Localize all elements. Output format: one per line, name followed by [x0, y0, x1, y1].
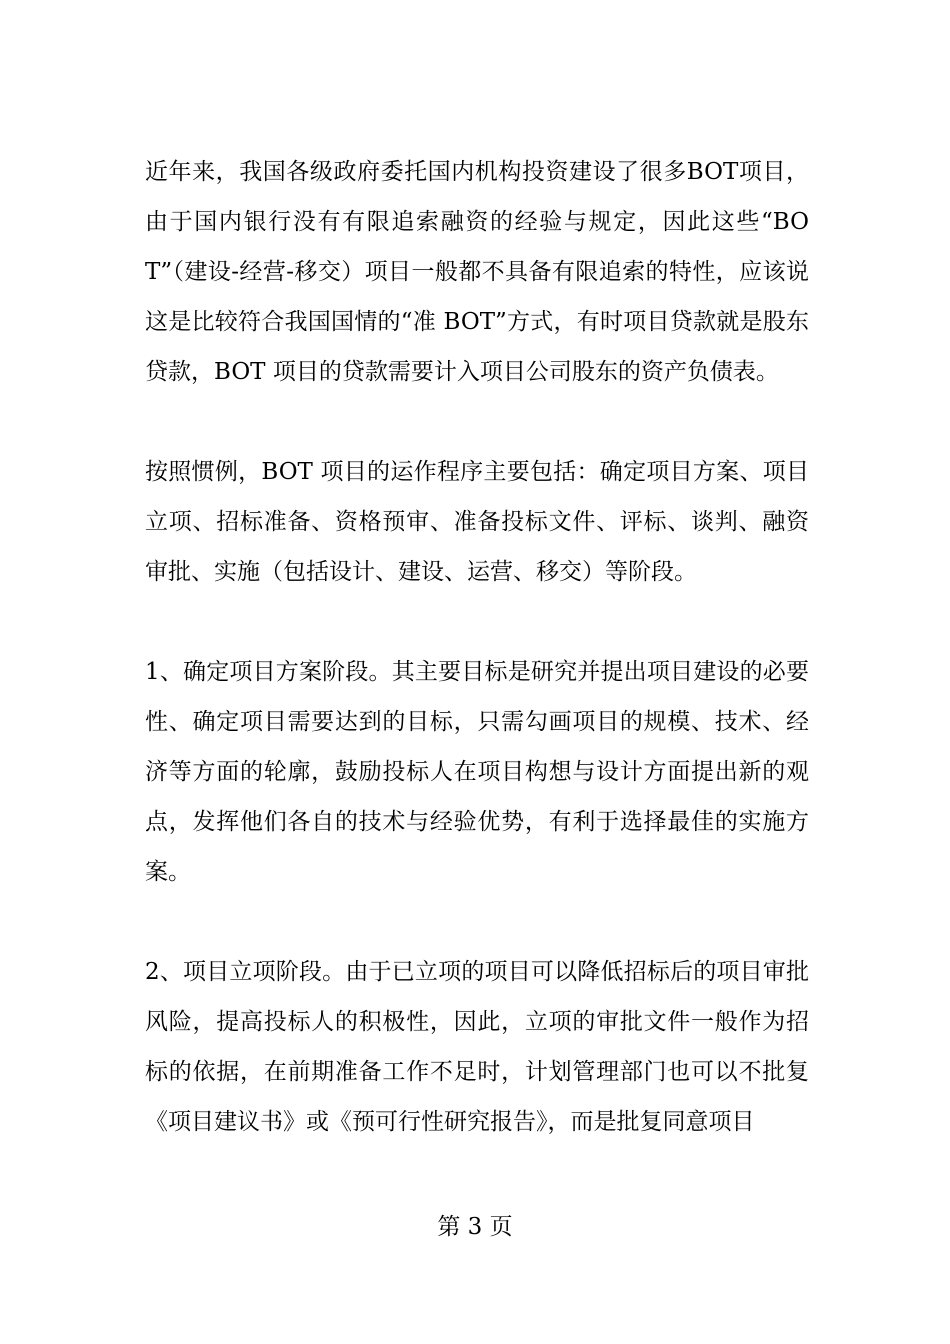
- paragraph-bot-procedure: 按照惯例，BOT 项目的运作程序主要包括：确定项目方案、项目立项、招标准备、资格预审、准备投标文件、评标、谈判、融资审批、实施（包括设计、建设、运营、移交）等阶段。: [145, 459, 809, 585]
- page-number: 第 3 页: [437, 1214, 513, 1240]
- paragraph-step-1: 1、确定项目方案阶段。其主要目标是研究并提出项目建设的必要性、确定项目需要达到的目标，只需勾画项目的规模、技术、经济等方面的轮廓，鼓励投标人在项目构想与设计方面提出新的观点，发挥他们各自的技术与经验优势，有利于选择最佳的实施方案。: [145, 659, 809, 885]
- paragraph-spacer: [145, 597, 809, 647]
- document-body: [145, 147, 809, 1147]
- paragraph-bot-overview: 近年来，我国各级政府委托国内机构投资建设了很多BOT项目，由于国内银行没有有限追索融资的经验与规定，因此这些“BOT”（建设-经营-移交）项目一般都不具备有限追索的特性，应该说这是比较符合我国国情的“准 BOT”方式，有时项目贷款就是股东贷款，BOT 项目的贷款需要计入项目公司股东的资产负债表。: [145, 159, 809, 385]
- paragraph-step-2: 2、项目立项阶段。由于已立项的项目可以降低招标后的项目审批风险，提高投标人的积极性，因此，立项的审批文件一般作为招标的依据，在前期准备工作不足时，计划管理部门也可以不批复《项目建议书》或《预可行性研究报告》，而是批复同意项目: [145, 959, 809, 1135]
- paragraph-spacer: [145, 897, 809, 947]
- paragraph-spacer: [145, 397, 809, 447]
